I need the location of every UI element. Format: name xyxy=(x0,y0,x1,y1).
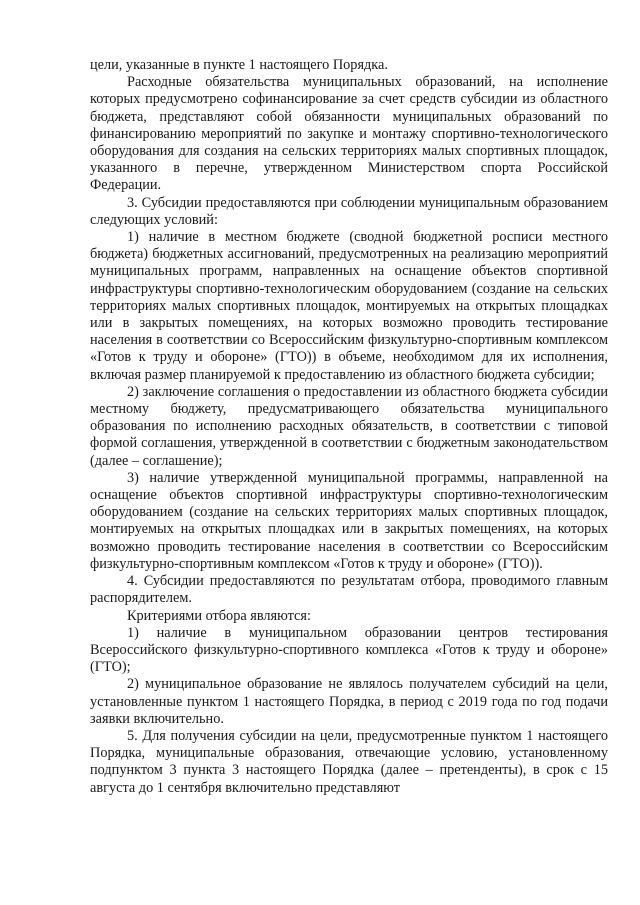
paragraph-condition-3: 3) наличие утвержденной муниципальной программы, направленной на оснащение объектов спортивной инфраструктуры спортивно-технологическим оборудованием (создание на сельских территориях малых спортивных площадок, монтируемых на открытых площадках или в закрытых помещениях, на которых возможно проводить тестирование населения в соответствии со Всероссийским физкультурно-спортивным комплексом «Готов к труду и обороне» (ГТО)). xyxy=(90,469,608,572)
paragraph-clause-4: 4. Субсидии предоставляются по результатам отбора, проводимого главным распорядителем. xyxy=(90,573,608,607)
document-page xyxy=(90,57,608,797)
paragraph-condition-2: 2) заключение соглашения о предоставлении из областного бюджета субсидии местному бюджету, предусматривающего обязательства муниципального образования по исполнению расходных обязательств, в соответствии с типовой формой соглашения, утвержденной в соответствии с бюджетным законодательством (далее – соглашение); xyxy=(90,383,608,469)
paragraph-criteria-heading: Критериями отбора являются: xyxy=(127,607,311,624)
paragraph-condition-1: 1) наличие в местном бюджете (сводной бюджетной росписи местного бюджета) бюджетных ассигнований, предусмотренных на реализацию мероприятий муниципальных программ, направленных на оснащение объектов спортивной инфраструктуры спортивно-технологическим оборудованием (создание на сельских территориях малых спортивных площадок, монтируемых на открытых площадках или в закрытых помещениях, на которых возможно проводить тестирование населения в соответствии со Всероссийским физкультурно-спортивным комплексом «Готов к труду и обороне» (ГТО)) в объеме, необходимом для их исполнения, включая размер планируемой к предоставлению из областного бюджета субсидии; xyxy=(90,229,608,383)
paragraph-clause-5: 5. Для получения субсидии на цели, предусмотренные пунктом 1 настоящего Порядка, муниципальные образования, отвечающие условию, установленному подпунктом 3 пункта 3 настоящего Порядка (далее – претенденты), в срок с 15 августа до 1 сентября включительно представляют xyxy=(90,727,608,796)
paragraph-clause-3: 3. Субсидии предоставляются при соблюдении муниципальным образованием следующих условий: xyxy=(90,194,608,228)
paragraph-criterion-2: 2) муниципальное образование не являлось получателем субсидий на цели, установленные пунктом 1 настоящего Порядка, в период с 2019 года по год подачи заявки включительно. xyxy=(90,676,608,727)
paragraph-expense-obligations: Расходные обязательства муниципальных образований, на исполнение которых предусмотрено софинансирование за счет средств субсидии из областного бюджета, представляют собой обязанности муниципальных образований по финансированию мероприятий по закупке и монтажу спортивно-технологического оборудования для создания на сельских территориях малых спортивных площадок, указанного в перечне, утвержденном Министерством спорта Российской Федерации. xyxy=(90,74,608,194)
paragraph-continuation: цели, указанные в пункте 1 настоящего Порядка. xyxy=(90,57,388,73)
paragraph-criterion-1: 1) наличие в муниципальном образовании центров тестирования Всероссийского физкультурно-спортивного комплекса «Готов к труду и обороне» (ГТО); xyxy=(90,624,608,676)
